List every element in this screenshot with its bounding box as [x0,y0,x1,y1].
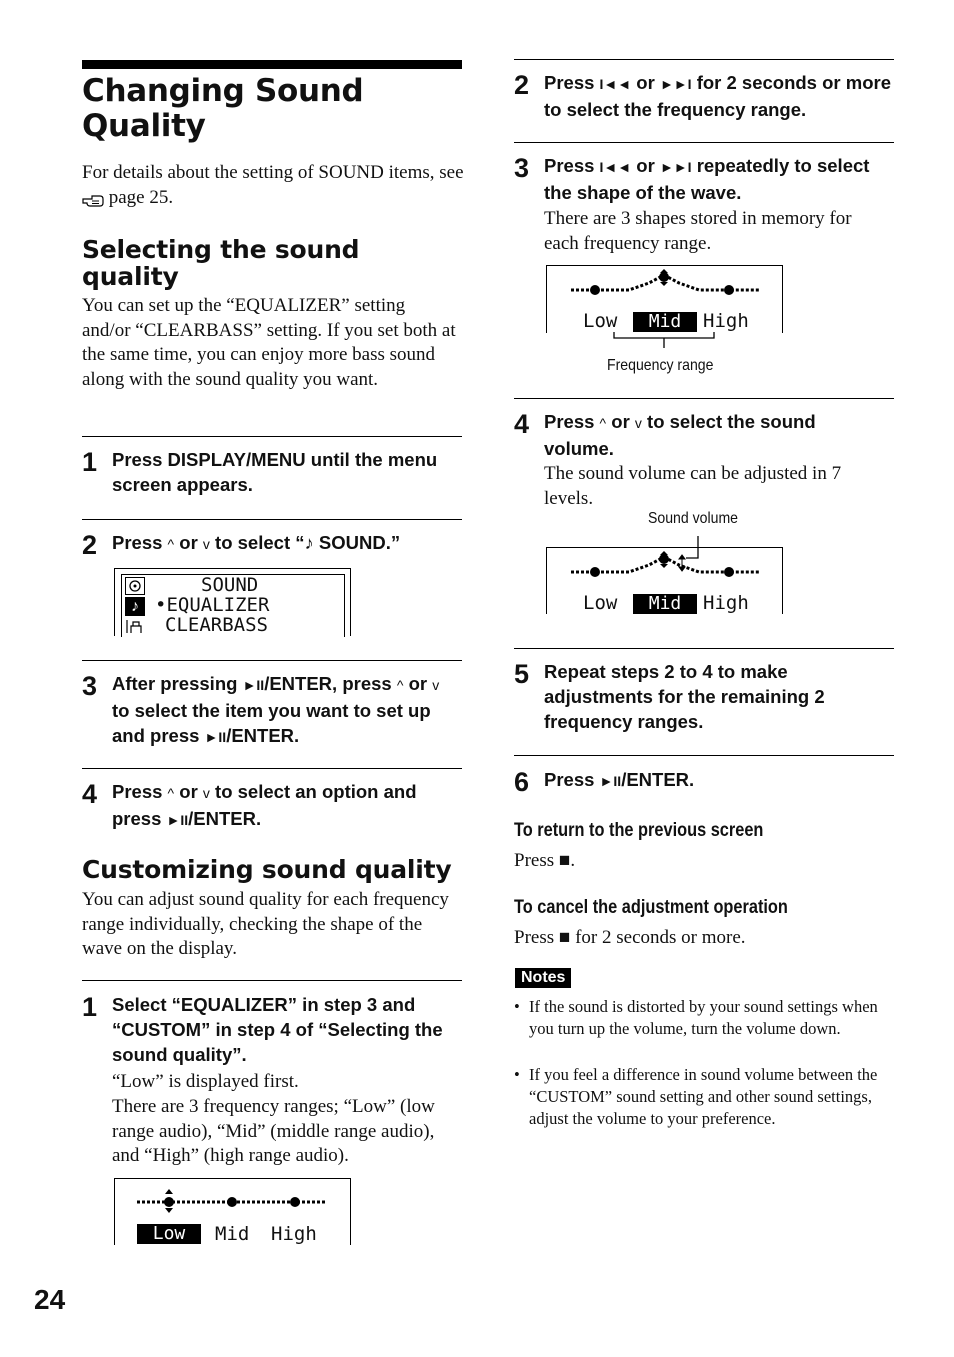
step-divider [82,519,462,520]
frequency-range-caption: Frequency range [607,357,714,374]
play-pause-icon: ►II [242,677,265,693]
eq-label-high: High [703,592,749,614]
step-divider [82,980,462,981]
step-text-part: SOUND.” [313,532,401,553]
return-heading: To return to the previous screen [514,820,764,841]
down-arrow-icon: v [432,677,440,693]
step-text-part: /ENTER, press [264,673,392,694]
eq-label-high: High [703,310,749,332]
eq-wave-graphic [569,269,764,299]
step-text-part: for 2 seconds or more to select the frequency range. [544,72,891,120]
step-number: 4 [514,409,530,439]
step-text-part: to select the sound volume. [544,411,816,459]
down-arrow-icon: v [634,415,642,431]
step-number: 1 [82,447,98,477]
eq-label-low: Low [583,310,618,332]
step-text: Press DISPLAY/MENU until the menu screen appears. [112,449,438,495]
step-text [544,70,894,122]
menu-line-sound: SOUND [201,574,259,596]
step-text-part: /ENTER. [188,808,262,829]
step-text [544,153,889,205]
eq-display-low [114,1178,351,1245]
intro-before: For details about the setting of SOUND items, see [82,162,464,183]
step-text-part: or [179,781,198,802]
step-text-part: to select “ [215,532,305,553]
step-text-part: /ENTER. [226,725,300,746]
step-divider [82,768,462,769]
intro-text [82,161,467,210]
eq-label-low: Low [583,592,618,614]
step-text-part: to select the item you want to set up and press [112,700,431,746]
step-text-part: After pressing [112,673,238,694]
next-track-icon: ►►I [659,76,692,92]
play-pause-icon: ►II [599,773,622,789]
step-text-part: Press [112,781,163,802]
title-bar-rule [82,60,462,69]
step-number: 4 [82,779,98,809]
intro-after: page 25. [108,186,174,208]
step-text-part: to select an option and press [112,781,417,829]
sound-volume-caption: Sound volume [648,510,739,527]
menu-screen-display [114,568,351,636]
bullet-dot: • [514,997,520,1016]
step-divider [82,436,462,437]
up-arrow-icon: ^ [167,785,175,801]
cancel-text [514,926,746,951]
step-number: 6 [514,767,530,797]
step-text [544,409,889,461]
stop-icon: ■ [558,850,571,871]
cancel-text-part: for 2 seconds or more. [575,927,746,948]
note-item [514,996,886,1040]
note-text: If you feel a difference in sound volume between the “CUSTOM” sound setting and other sound settings, adjust the volume to your preference. [529,1065,878,1128]
note-text: If the sound is distorted by your sound settings when you turn up the volume, turn the volume down. [529,997,878,1038]
step-divider [514,142,894,143]
step-divider [514,59,894,60]
play-pause-icon: ►II [166,812,189,828]
eq-label-mid: Mid [215,1223,250,1245]
eq-display-mid-shape [546,265,783,333]
step-text-part: Press [544,155,595,176]
step-text-part: or [179,532,198,553]
step-detail: “Low” is displayed first. [112,1071,299,1092]
pointing-hand-icon [82,191,104,205]
up-arrow-icon: ^ [396,677,404,693]
bullet-dot: • [514,1065,520,1084]
music-note-icon: ♪ [304,532,314,553]
cancel-heading: To cancel the adjustment operation [514,897,788,918]
page-title: Changing Sound Quality [82,73,364,144]
step-text: Select “EQUALIZER” in step 3 and “CUSTOM” in step 4 of “Selecting the sound quality”. [112,994,443,1065]
menu-line-clearbass: CLEARBASS [165,614,268,636]
step-text-part: or [611,411,630,432]
note-item [514,1064,886,1130]
step-detail: There are 3 shapes stored in memory for each frequency range. [544,208,852,254]
section2-body: You can adjust sound quality for each frequency range individually, checking the shape of the wave on the display. [82,889,449,960]
eq-display-volume [546,547,783,614]
eq-wave-graphic [135,1189,330,1213]
page-number: 24 [34,1284,66,1315]
sound-menu-icon: ♪ [125,597,145,616]
step-divider [514,398,894,399]
step-text [112,779,462,833]
step-text-part: or [636,72,655,93]
down-arrow-icon: v [202,785,210,801]
step-number: 3 [82,671,98,701]
eq-label-low-selected: Low [137,1224,201,1244]
stop-icon: ■ [558,927,571,948]
step-text [112,671,457,750]
step-text-part: or [636,155,655,176]
cancel-text-part: Press [514,927,555,948]
section1-body: You can set up the “EQUALIZER” setting and/or “CLEARBASS” setting. If you set both at the same time, you can enjoy more bass sound along with the sound quality you want. [82,295,456,390]
step-text-part: or [408,673,428,694]
return-text-part: Press [514,850,555,871]
step-text-part: repeatedly to select the shape of the wave. [544,155,870,203]
frequency-range-bracket [612,332,717,348]
previous-track-icon: I◄◄ [599,76,632,92]
settings-menu-icon [125,617,145,634]
step-number: 2 [82,530,98,560]
step-number: 1 [82,992,98,1022]
eq-label-mid-selected: Mid [633,594,697,614]
step-divider [82,660,462,661]
notes-badge: Notes [515,968,571,988]
step-detail: The sound volume can be adjusted in 7 levels. [544,463,842,509]
step-number: 5 [514,659,530,689]
step-text-part: /ENTER. [621,769,695,790]
step-text-part: Press [112,532,163,553]
return-text [514,849,575,874]
return-text-part: . [570,850,576,871]
up-arrow-icon: ^ [167,536,175,552]
up-arrow-icon: ^ [599,415,607,431]
menu-line-equalizer: •EQUALIZER [155,594,270,616]
eq-label-mid-selected: Mid [633,312,697,332]
down-arrow-icon: v [202,536,210,552]
step-divider [514,755,894,756]
step-detail: There are 3 frequency ranges; “Low” (low range audio), “Mid” (middle range audio), and “High” (high range audio). [112,1096,435,1167]
step-number: 2 [514,70,530,100]
eq-wave-graphic [569,549,764,579]
eq-label-high: High [271,1223,317,1245]
step-text [112,530,457,557]
previous-track-icon: I◄◄ [599,159,632,175]
step-text: Repeat steps 2 to 4 to make adjustments for the remaining 2 frequency ranges. [544,661,825,732]
step-number: 3 [514,153,530,183]
section-heading-customizing: Customizing sound quality [82,855,452,884]
step-text [544,767,889,794]
step-text-part: Press [544,72,595,93]
next-track-icon: ►►I [659,159,692,175]
play-pause-icon: ►II [204,729,227,745]
play-mode-icon [125,577,145,595]
step-text-part: Press [544,769,595,790]
step-divider [514,648,894,649]
section-heading-selecting: Selecting the sound quality [82,235,360,291]
step-text-part: Press [544,411,595,432]
